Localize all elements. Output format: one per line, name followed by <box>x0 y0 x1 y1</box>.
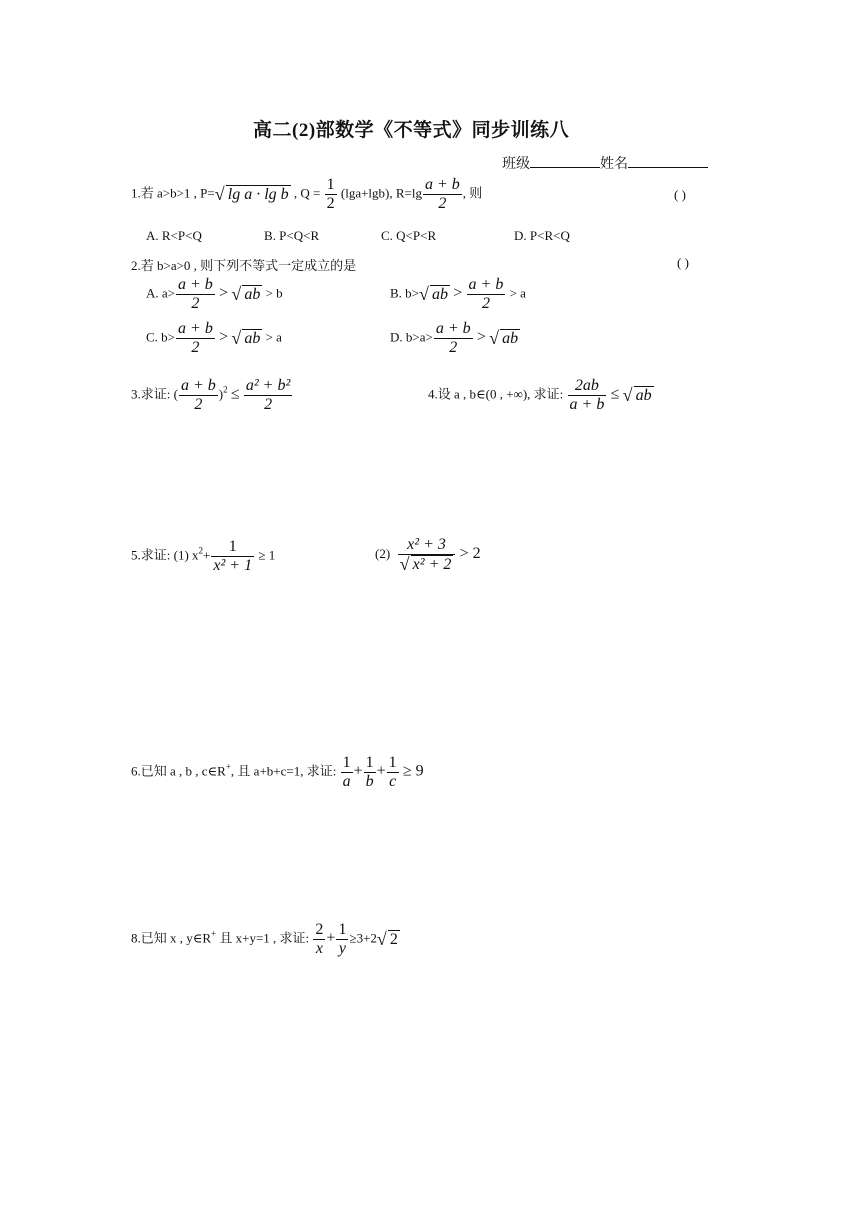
q1-suffix: , 则 <box>462 185 483 201</box>
q1-answer-paren[interactable]: ( ) <box>674 187 686 202</box>
q2-option-b: B. b> √ ab > $\frac{a + b}{2}$ > a <box>390 276 526 312</box>
question-6: 6.已知 a , b , c∈R+, 且 a+b+c=1, 求证: $\frac{1}{a}$ + $\frac{1}{b}$ + $\frac{1}{c}$ ≥ 9 <box>131 754 424 790</box>
q5-p2-fraction: x² + 3 √ x² + 2 <box>398 536 456 574</box>
question-5-part-1: 5.求证: (1) $x^2+$ $\frac{1}{\text{x² + 1}}$ ≥ 1 <box>131 538 276 574</box>
name-label: 姓名 <box>600 157 628 172</box>
student-info <box>502 153 708 173</box>
q1-option-d: D. P<R<Q <box>514 228 570 243</box>
q1-r-fraction: $\frac{a + b}{2}$ <box>424 176 460 212</box>
q2-option-c: C. b> $\frac{a + b}{2}$ > √ ab > a <box>146 320 282 356</box>
class-blank[interactable] <box>530 153 600 168</box>
q2-option-a: A. a> $\frac{a + b}{2}$ > √ ab > b <box>146 276 283 312</box>
name-blank[interactable] <box>628 153 708 168</box>
q2-option-d: D. b>a> $\frac{a + b}{2}$ > √ ab <box>390 320 519 356</box>
q1-option-b: B. P<Q<R <box>264 228 320 243</box>
q1-half-fraction: $\frac{1}{2}$ <box>326 176 335 212</box>
question-8: 8.已知 x , y∈R+ 且 x+y=1 , 求证: $\frac{2}{x}$ + $\frac{1}{y}$ ≥3+2 √ 2 <box>131 921 398 957</box>
q2-stem: 2.若 b>a>0 , 则下列不等式一定成立的是 <box>131 258 357 273</box>
q3-rhs-fraction: $\frac{\text{a² + b²}}{2}$ <box>245 377 291 413</box>
q1-q-label: , Q = <box>293 185 321 201</box>
question-4: 4.设 a , b∈(0 , +∞), 求证: $\frac{2ab}{a + b}$ ≤ √ ab <box>428 377 652 413</box>
question-5-part-2: (2) x² + 3 √ x² + 2 > 2 <box>375 536 481 574</box>
q1-sqrt-p: √ lg a · lg b <box>214 184 289 204</box>
class-label: 班级 <box>502 157 530 172</box>
q3-lhs-fraction: $\frac{a + b}{2}$ <box>180 377 216 413</box>
page-title: 高二(2)部数学《不等式》同步训练八 <box>253 120 570 141</box>
q1-option-c: C. Q<P<R <box>381 228 437 243</box>
question-1 <box>131 176 482 213</box>
q4-fraction: $\frac{2ab}{a + b}$ <box>569 377 605 413</box>
q5-fraction: $\frac{1}{\text{x² + 1}}$ <box>213 538 253 574</box>
q2-answer-paren[interactable]: ( ) <box>677 255 689 270</box>
q1-sqrt-content: lg a · lg b <box>227 186 289 203</box>
question-3: 3.求证: ( $\frac{a + b}{2}$ )$^2$ ≤ $\frac{\text{a² + b²}}{2}$ <box>131 377 291 413</box>
q1-prefix: 1.若 a>b>1 , P= <box>131 185 215 201</box>
q1-q-rest: (lga+lgb), R=lg <box>340 185 422 201</box>
q1-option-a: A. R<P<Q <box>146 228 202 243</box>
